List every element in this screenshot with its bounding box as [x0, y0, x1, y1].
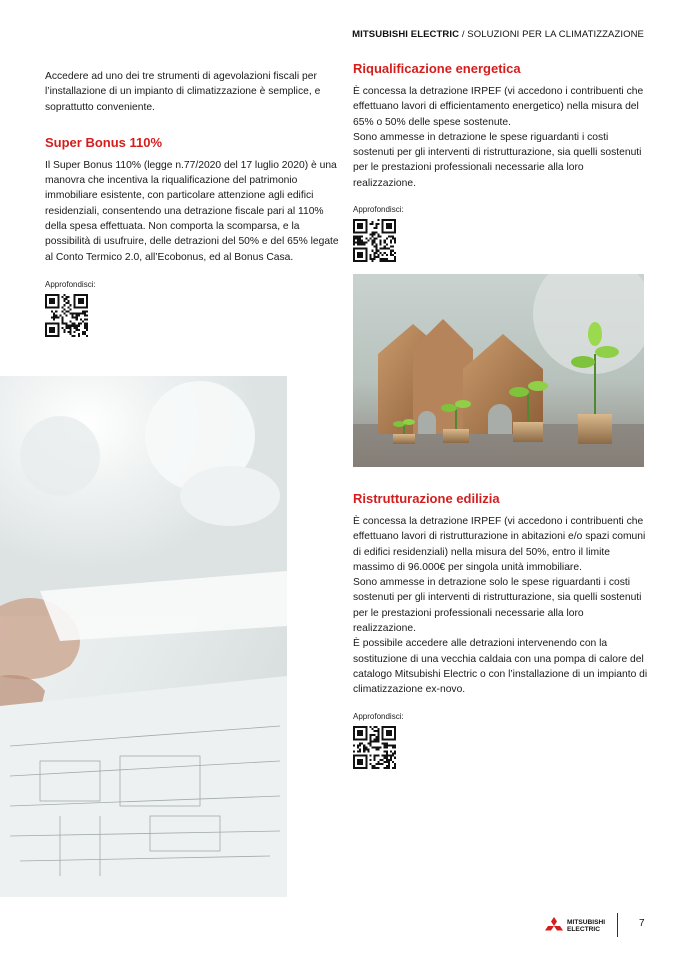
intro-text: Accedere ad uno dei tre strumenti di agevolazioni fiscali per l’installazione di un impianto di climatizzazione è semplice, e soprattutto conveniente. — [45, 71, 321, 113]
super-bonus-heading: Super Bonus 110% — [45, 134, 163, 150]
super-bonus-qr-code[interactable] — [45, 294, 88, 337]
ristrutturazione-heading: Ristrutturazione edilizia — [353, 491, 500, 506]
blueprint-photo — [0, 376, 287, 897]
blueprint-photo-illustration — [0, 376, 287, 897]
riqualificazione-qr-code[interactable] — [353, 219, 396, 262]
super-bonus-body: Il Super Bonus 110% (legge n.77/2020 del 17 luglio 2020) è una manovra che incentiva la riqualificazione del patrimonio immobiliare esistente, con particolare attenzione agli edifici residenziali, consentendo una detrazione fiscale pari al 110% della spesa effettuata. Non comporta la scomparsa, e la possibilità di usufruire, delle detrazioni del 50% e del 65% legate al Conto Termico 2.0, all’Ecobonus, ed al Bonus Casa. — [45, 159, 339, 263]
riqualificazione-more-label: Approfondisci: — [353, 205, 404, 215]
riqualificazione-section — [353, 61, 649, 262]
logo-text — [567, 919, 605, 933]
page-header — [352, 29, 644, 40]
header-separator: / — [459, 29, 468, 40]
ristrutturazione-para3: È possibile accedere alle detrazioni intervenendo con la sostituzione di una vecchia caldaia con una pompa di calore del catalogo Mitsubishi Electric o con l’installazione di un impianto di climatizzazione ex-novo. — [353, 638, 648, 696]
riqualificazione-para2: Sono ammesse in detrazione le spese riguardanti i costi sostenuti per gli interventi di ristrutturazione, sia quelli sostenuti per le prestazioni professionali necessarie alla loro realizzazione. — [353, 131, 642, 189]
logo-line-1: MITSUBISHI — [567, 919, 606, 926]
page-number: 7 — [639, 918, 645, 929]
riqualificazione-para1: È concessa la detrazione IRPEF (vi accedono i contribuenti che effettuano lavori di efficientamento energetico) nella misura del 65% o 50% delle spese sostenute. — [353, 86, 644, 128]
footer-divider — [617, 913, 618, 937]
ristrutturazione-section — [353, 491, 649, 769]
riqualificazione-heading: Riqualificazione energetica — [353, 61, 521, 76]
ristrutturazione-para2: Sono ammesse in detrazione solo le spese riguardanti i costi sostenuti per gli interventi di ristrutturazione, sia quelli sostenuti per le prestazioni professionali necessarie alla loro realizzazione. — [353, 577, 642, 635]
houses-photo-illustration — [353, 274, 644, 467]
left-column — [45, 69, 341, 337]
ristrutturazione-qr-code[interactable] — [353, 726, 396, 769]
ristrutturazione-para1: È concessa la detrazione IRPEF (vi accedono i contribuenti che effettuano lavori di ristrutturazione in abitazioni e/o spazi comuni di edifici residenziali) nella misura del 50%, entro il limite massimo di 96.000€ per singola unità immobiliare. — [353, 516, 646, 573]
header-section: SOLUZIONI PER LA CLIMATIZZAZIONE — [467, 29, 644, 40]
mitsubishi-logo — [544, 916, 605, 936]
super-bonus-more-label: Approfondisci: — [45, 279, 96, 289]
header-brand: MITSUBISHI ELECTRIC — [352, 29, 460, 40]
three-diamonds-icon — [544, 917, 564, 935]
houses-coins-photo — [353, 274, 644, 467]
logo-line-2: ELECTRIC — [567, 926, 600, 933]
ristrutturazione-more-label: Approfondisci: — [353, 711, 404, 721]
